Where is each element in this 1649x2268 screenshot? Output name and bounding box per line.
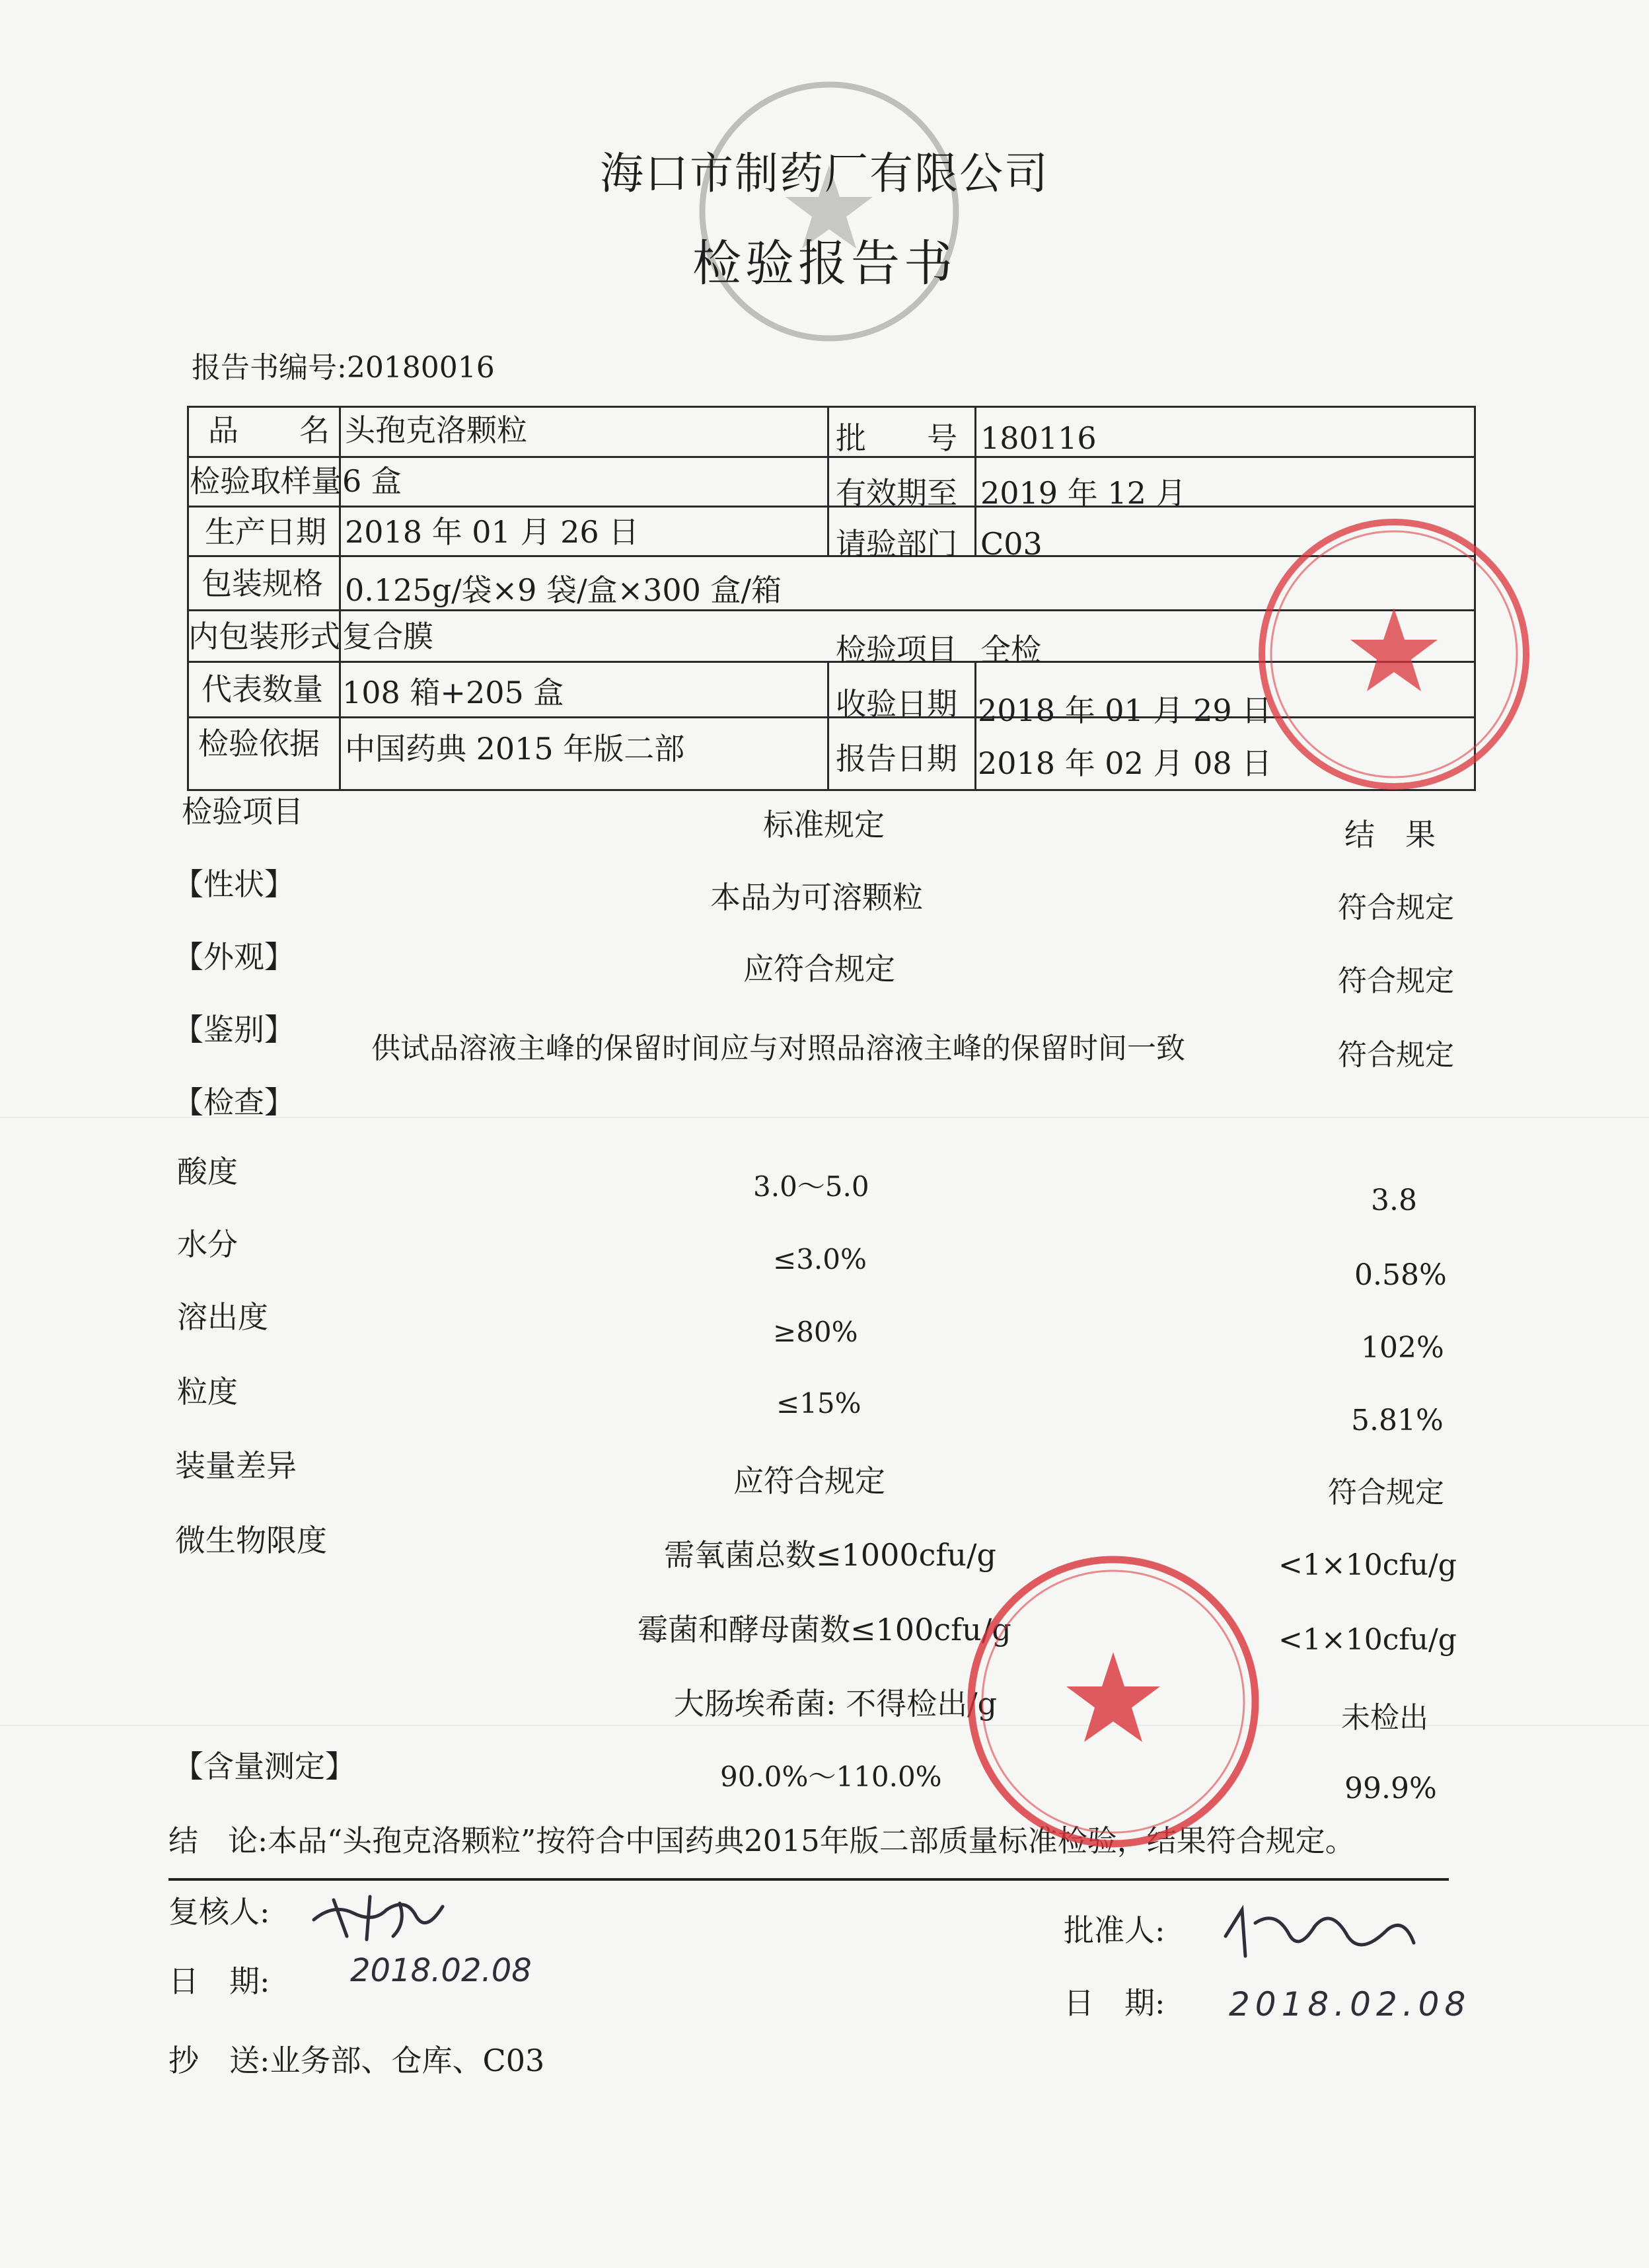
reviewer-date: 2018.02.08 (350, 1952, 532, 1989)
table-rule (827, 661, 829, 789)
test-item-label: 检验项目 (836, 632, 957, 667)
acidity-result: 3.8 (1371, 1184, 1417, 1217)
dissolution-standard: ≥80% (773, 1316, 858, 1348)
acidity-label: 酸度 (177, 1154, 238, 1190)
xingzhuang-standard: 本品为可溶颗粒 (710, 880, 923, 915)
basis-value: 中国药典 2015 年版二部 (345, 731, 685, 767)
mfg-date-label: 生产日期 (205, 514, 326, 550)
sample-value: 6 盒 (342, 463, 402, 499)
receive-date-value: 2018 年 01 月 29 日 (978, 693, 1272, 728)
table-rule (974, 661, 976, 789)
col-header-result: 结 果 (1344, 817, 1436, 852)
product-label: 品 名 (208, 412, 330, 448)
fill-variation-result: 符合规定 (1328, 1476, 1444, 1509)
ecoli-standard: 大肠埃希菌: 不得检出/g (674, 1686, 998, 1721)
table-rule (974, 406, 976, 557)
assay-result: 99.9% (1344, 1772, 1437, 1805)
expiry-value: 2019 年 12 月 (980, 475, 1187, 511)
inner-pack-label: 内包装形式 (188, 619, 340, 654)
water-label: 水分 (177, 1227, 238, 1262)
dissolution-label: 溶出度 (177, 1299, 268, 1335)
table-rule (827, 406, 829, 557)
approver-label: 批准人: (1064, 1912, 1165, 1948)
report-number: 报告书编号:20180016 (192, 351, 495, 385)
table-rule (187, 506, 1474, 508)
report-date-value: 2018 年 02 月 08 日 (978, 745, 1272, 781)
test-item-value: 全检 (980, 632, 1041, 667)
document-title: 检验报告书 (692, 235, 957, 292)
section-xingzhuang: 【性状】 (173, 866, 295, 902)
assay-standard: 90.0%～110.0% (720, 1760, 942, 1793)
approver-date: 2018.02.08 (1229, 1985, 1471, 2023)
fill-variation-standard: 应符合规定 (733, 1463, 885, 1499)
quantity-label: 代表数量 (202, 671, 323, 707)
company-seal-right (1249, 509, 1539, 800)
inner-pack-value: 复合膜 (342, 619, 433, 654)
dept-label: 请验部门 (836, 526, 957, 562)
reviewer-date-label: 日 期: (168, 1963, 270, 1999)
section-jiancha: 【检查】 (173, 1084, 295, 1120)
jianbie-result: 符合规定 (1338, 1038, 1454, 1072)
col-header-standard: 标准规定 (763, 807, 885, 843)
dissolution-result: 102% (1361, 1331, 1444, 1365)
jianbie-standard: 供试品溶液主峰的保留时间应与对照品溶液主峰的保留时间一致 (371, 1032, 1185, 1065)
microbial-limit-label: 微生物限度 (175, 1523, 327, 1558)
faded-company-seal (690, 73, 968, 350)
mold-yeast-standard: 霉菌和酵母菌数≤100cfu/g (638, 1612, 1011, 1647)
conclusion-divider (168, 1878, 1449, 1881)
expiry-label: 有效期至 (836, 475, 957, 511)
ecoli-result: 未检出 (1341, 1701, 1428, 1735)
pack-spec-value: 0.125g/袋×9 袋/盒×300 盒/箱 (345, 572, 782, 608)
approver-signature (1216, 1897, 1427, 1969)
report-date-label: 报告日期 (836, 741, 957, 776)
quantity-value: 108 箱+205 盒 (342, 675, 564, 710)
company-name: 海口市制药厂有限公司 (600, 148, 1049, 199)
table-rule (187, 456, 1474, 458)
company-seal-lower (958, 1546, 1268, 1857)
water-result: 0.58% (1354, 1258, 1447, 1292)
aerobic-result: <1×10cfu/g (1278, 1548, 1457, 1582)
section-waiguan: 【外观】 (173, 939, 295, 975)
product-value: 头孢克洛颗粒 (345, 412, 527, 448)
sample-label: 检验取样量 (190, 463, 342, 499)
granularity-label: 粒度 (177, 1374, 238, 1410)
conclusion: 结 论:本品“头孢克洛颗粒”按符合中国药典2015年版二部质量标准检验，结果符合规定。 (168, 1823, 1355, 1858)
acidity-standard: 3.0～5.0 (753, 1170, 869, 1203)
mfg-date-value: 2018 年 01 月 26 日 (345, 514, 640, 550)
pack-spec-label: 包装规格 (202, 566, 323, 601)
section-assay: 【含量测定】 (173, 1749, 355, 1784)
granularity-standard: ≤15% (776, 1387, 861, 1419)
aerobic-standard: 需氧菌总数≤1000cfu/g (664, 1537, 996, 1573)
batch-value: 180116 (980, 420, 1097, 456)
section-jianbie: 【鉴别】 (173, 1012, 295, 1047)
granularity-result: 5.81% (1351, 1404, 1444, 1437)
mold-yeast-result: <1×10cfu/g (1278, 1623, 1457, 1657)
col-header-item: 检验项目 (182, 794, 303, 829)
cc-distribution: 抄 送:业务部、仓库、C03 (168, 2043, 545, 2078)
waiguan-result: 符合规定 (1338, 964, 1454, 998)
fill-variation-label: 装量差异 (175, 1448, 297, 1484)
reviewer-label: 复核人: (168, 1894, 270, 1930)
dept-value: C03 (980, 526, 1043, 562)
approver-date-label: 日 期: (1064, 1985, 1165, 2021)
waiguan-standard: 应符合规定 (743, 951, 895, 987)
receive-date-label: 收验日期 (836, 686, 957, 722)
xingzhuang-result: 符合规定 (1338, 891, 1454, 925)
water-standard: ≤3.0% (773, 1243, 867, 1275)
basis-label: 检验依据 (198, 726, 320, 761)
reviewer-signature (307, 1883, 459, 1949)
batch-label: 批 号 (836, 420, 957, 456)
